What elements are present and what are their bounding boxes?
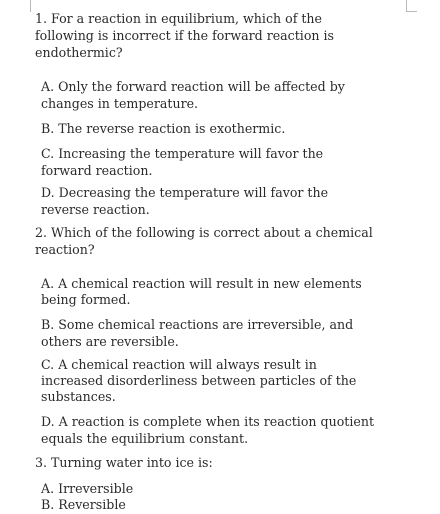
option-text-line: A. Only the forward reaction will be affected by — [41, 79, 345, 94]
option-text-line: D. A reaction is complete when its reaction quotient — [41, 414, 375, 429]
option-text-line: B. Reversible — [41, 497, 126, 512]
question-3-stem-line-1: 3. Turning water into ice is: — [35, 455, 213, 470]
option-text-line: reverse reaction. — [41, 202, 150, 217]
left-margin-mark — [30, 0, 31, 12]
option-text-line: B. The reverse reaction is exothermic. — [41, 121, 286, 136]
option-text-line: C. A chemical reaction will always result in — [41, 357, 317, 372]
right-margin-mark — [406, 0, 417, 12]
option-text-line: B. Some chemical reactions are irreversible, and — [41, 317, 354, 332]
option-text-line: D. Decreasing the temperature will favor the — [41, 185, 329, 200]
question-1-stem-line-1: 1. For a reaction in equilibrium, which of the — [35, 11, 322, 26]
option-text-line: changes in temperature. — [41, 96, 199, 111]
question-1-stem-line-2: following is incorrect if the forward reaction is — [35, 28, 335, 43]
option-text-line: forward reaction. — [41, 163, 153, 178]
option-text-line: A. Irreversible — [41, 481, 134, 496]
option-text-line: being formed. — [41, 292, 131, 307]
question-1-stem-line-3: endothermic? — [35, 45, 123, 60]
option-text-line: C. Increasing the temperature will favor the — [41, 146, 324, 161]
option-text-line: equals the equilibrium constant. — [41, 431, 249, 446]
question-2-stem-line-1: 2. Which of the following is correct about a chemical — [35, 225, 373, 240]
option-text-line: A. A chemical reaction will result in new elements — [41, 276, 362, 291]
option-text-line: increased disorderliness between particles of the — [41, 373, 357, 388]
option-text-line: substances. — [41, 389, 116, 404]
option-text-line: others are reversible. — [41, 334, 179, 349]
question-2-stem-line-2: reaction? — [35, 242, 95, 257]
